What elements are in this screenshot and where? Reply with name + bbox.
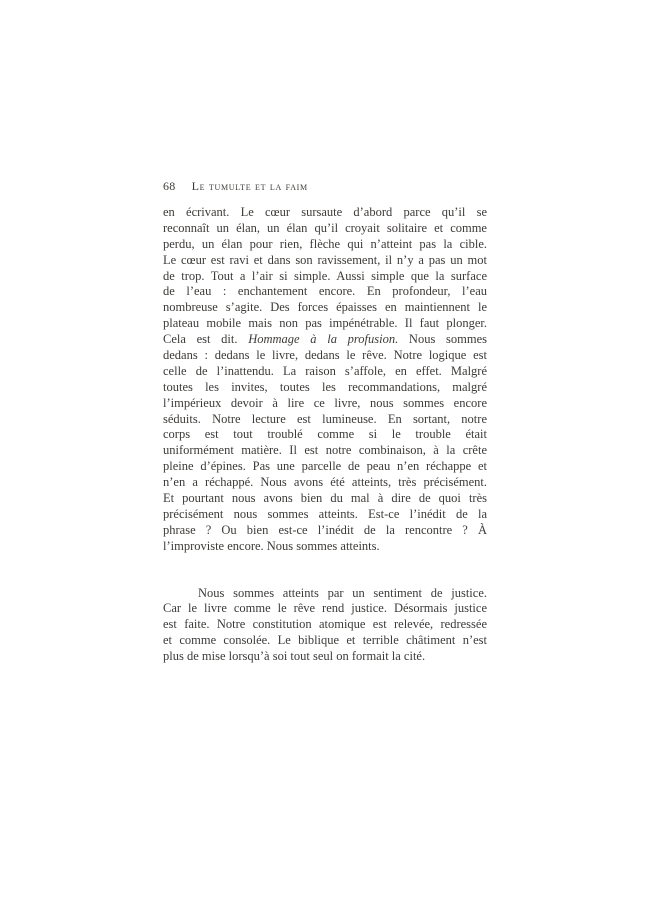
text-line: corps est tout troublé comme si le trouble était [163, 427, 487, 442]
text-line: Cela est dit. Hommage à la profusion. Nous sommes [163, 332, 487, 347]
text-line: reconnaît un élan, un élan qu’il croyait solitaire et comme [163, 220, 487, 235]
text-line: perdu, un élan pour rien, flèche qui n’atteint pas la cible. [163, 236, 487, 251]
text-line: toutes les invites, toutes les recommandations, malgré [163, 379, 487, 394]
text-line: n’en a réchappé. Nous avons été atteints, très précisément. [163, 475, 487, 490]
text-line: Nous sommes atteints par un sentiment de justice. [198, 585, 487, 600]
running-title: Le tumulte et la faim [191, 179, 308, 193]
text-line: et comme consolée. Le biblique et terrible châtiment n’est [163, 633, 487, 648]
page-number: 68 [163, 179, 176, 193]
text-line: plus de mise lorsqu’à soi tout seul on formait la cité. [163, 649, 426, 664]
text-line: Le cœur est ravi et dans son ravissement, il n’y a pas un mot [163, 252, 487, 267]
text-line: précisément nous sommes atteints. Est-ce l’inédit de la [163, 506, 487, 521]
paragraph [163, 205, 487, 555]
text-line: plateau mobile mais non pas impénétrable. Il faut plonger. [163, 316, 487, 331]
page-header [163, 179, 308, 194]
text-line: dedans : dedans le livre, dedans le rêve. Notre logique est [163, 348, 487, 363]
text-line: uniformément matière. Il est notre combinaison, à la crête [163, 443, 487, 458]
text-line: Car le livre comme le rêve rend justice. Désormais justice [163, 601, 487, 616]
text-line: de l’eau : enchantement encore. En profondeur, l’eau [163, 284, 487, 299]
text-line: est faite. Notre constitution atomique est relevée, redressée [163, 617, 487, 632]
text-line: l’impérieux devoir à lire ce livre, nous sommes encore [163, 395, 487, 410]
paragraph [163, 586, 487, 665]
text-line: séduits. Notre lecture est lumineuse. En sortant, notre [163, 411, 487, 426]
text-line: en écrivant. Le cœur sursaute d’abord parce qu’il se [163, 205, 487, 219]
text-line: phrase ? Ou bien est-ce l’inédit de la rencontre ? À [163, 522, 487, 537]
text-line: nombreuse s’agite. Des forces épaisses en maintiennent le [163, 300, 487, 315]
body-text [163, 205, 487, 665]
text-line: l’improviste encore. Nous sommes atteints. [163, 538, 380, 553]
text-line: de trop. Tout a l’air si simple. Aussi simple que la surface [163, 268, 487, 283]
text-line: celle de l’inattendu. La raison s’affole, en effet. Malgré [163, 363, 487, 378]
text-line: Et pourtant nous avons bien du mal à dire de quoi très [163, 491, 487, 506]
text-line: pleine d’épines. Pas une parcelle de peau n’en réchappe et [163, 459, 487, 474]
